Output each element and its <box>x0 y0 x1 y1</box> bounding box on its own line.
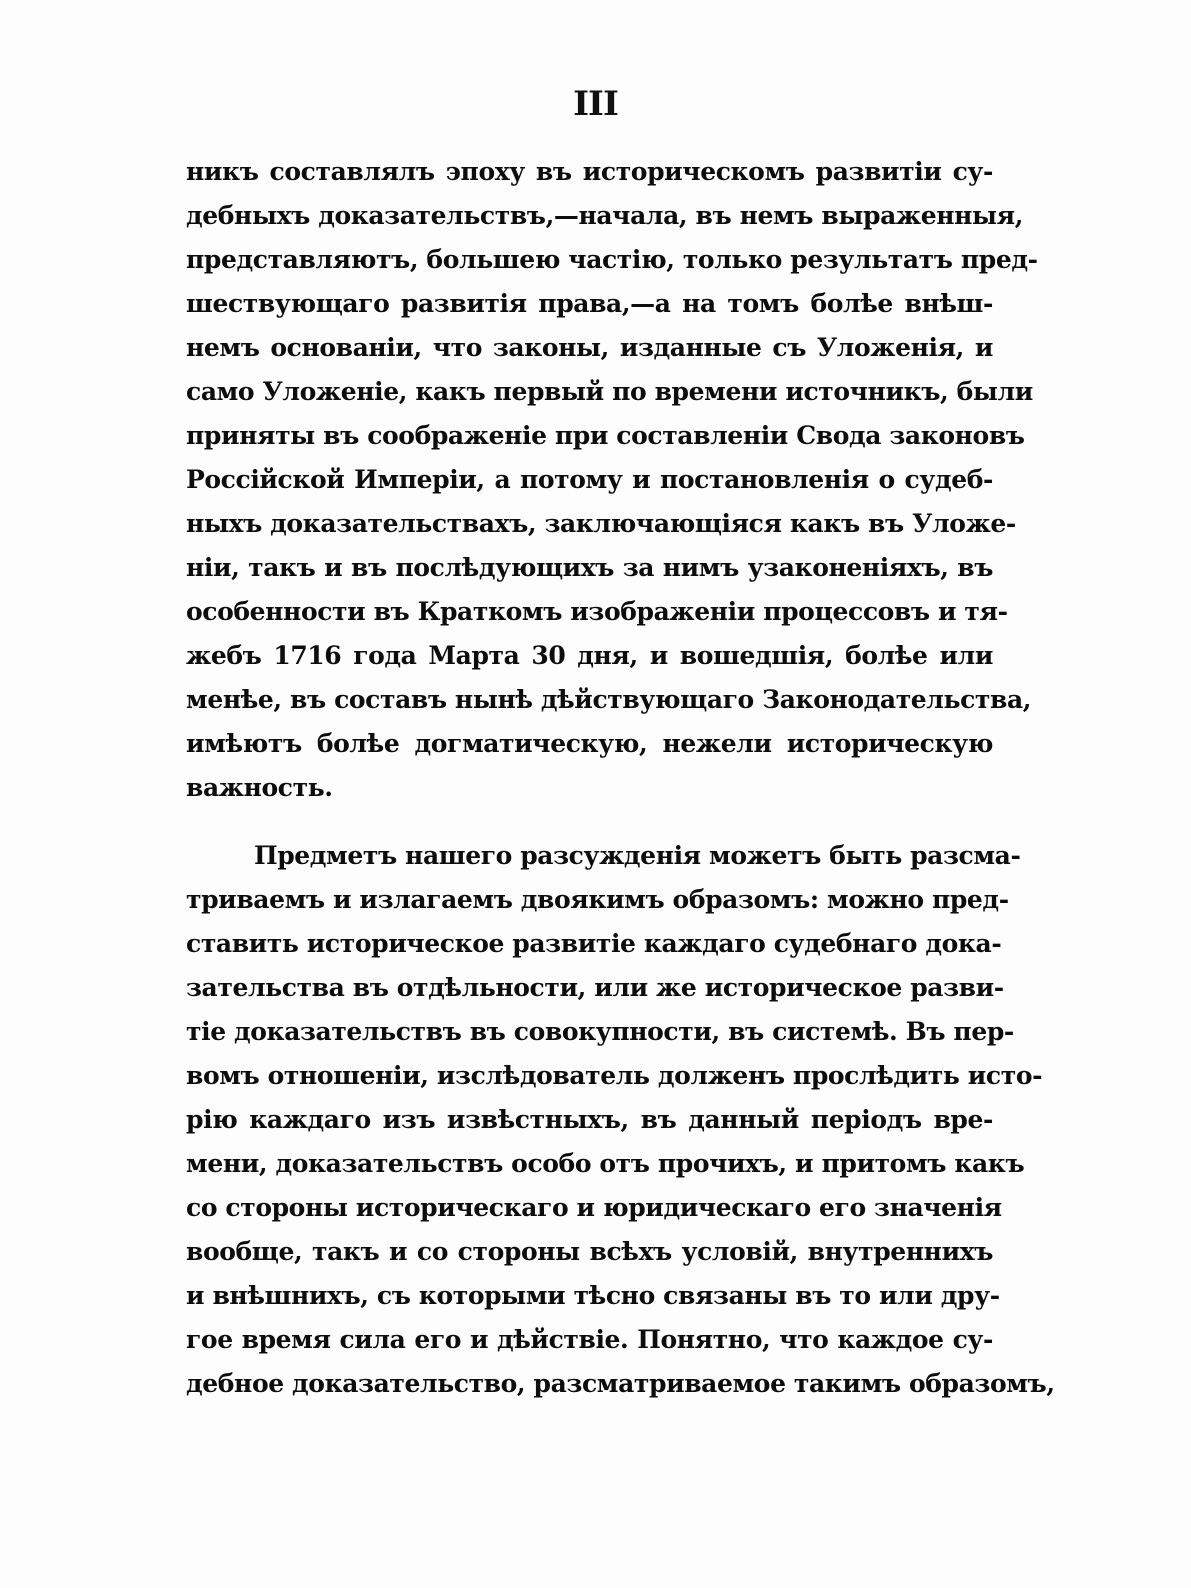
text-line: мени, доказательствъ особо отъ прочихъ, и притомъ какъ <box>186 1149 1025 1178</box>
text-line: менѣе, въ составъ нынѣ дѣйствующаго Законодательства, <box>186 685 1032 714</box>
text-line: тiе доказательствъ въ совокупности, въ системѣ. Въ пер- <box>186 1017 1014 1046</box>
text-line: триваемъ и излагаемъ двоякимъ образомъ: можно пред- <box>186 885 1009 914</box>
text-line: жебъ 1716 года Марта 30 дня, и вошедшiя, болѣе или <box>186 641 993 670</box>
text-line: дебное доказательство, разсматриваемое такимъ образомъ, <box>186 1369 1055 1398</box>
text-line: Предметъ нашего разсужденiя можетъ быть разсма- <box>254 841 1021 870</box>
text-line: рiю каждаго изъ извѣстныхъ, въ данный перiодъ вре- <box>186 1105 993 1134</box>
text-line: особенности въ Краткомъ изображенiи процессовъ и тя- <box>186 597 1008 626</box>
text-line: ставить историческое развитiе каждаго судебнаго дока- <box>186 929 1002 958</box>
text-line: нiи, такъ и въ послѣдующихъ за нимъ узаконенiяхъ, въ <box>186 553 993 582</box>
text-line: Россiйской Имперiи, а потому и постановленiя о судеб- <box>186 465 993 494</box>
text-line: представляютъ, большею частiю, только результатъ пред- <box>186 245 1038 274</box>
text-line: гое время сила его и дѣйствiе. Понятно, что каждое су- <box>186 1325 993 1354</box>
page-number: III <box>573 84 618 124</box>
text-line: дебныхъ доказательствъ,—начала, въ немъ выраженныя, <box>186 201 1024 230</box>
text-line: вомъ отношенiи, изслѣдователь долженъ прослѣдить исто- <box>186 1061 1043 1090</box>
paragraph-2 <box>186 834 1055 1406</box>
text-line: немъ основанiи, что законы, изданные съ Уложенiя, и <box>186 333 993 362</box>
text-line: шествующаго развитiя права,—а на томъ болѣе внѣш- <box>186 289 993 318</box>
text-line: само Уложенiе, какъ первый по времени источникъ, были <box>186 377 1033 406</box>
text-line: зательства въ отдѣльности, или же историческое разви- <box>186 973 1004 1002</box>
text-line: приняты въ соображенiе при составленiи Свода законовъ <box>186 421 1025 450</box>
text-line: вообще, такъ и со стороны всѣхъ условiй, внутреннихъ <box>186 1237 993 1266</box>
text-line: никъ составлялъ эпоху въ историческомъ развитiи су- <box>186 157 993 186</box>
text-line: со стороны историческаго и юридическаго его значенiя <box>186 1193 1002 1222</box>
text-line: важность. <box>186 773 333 802</box>
paragraph-1 <box>186 150 1038 810</box>
text-line: имѣютъ болѣе догматическую, нежели историческую <box>186 729 993 758</box>
text-line: и внѣшнихъ, съ которыми тѣсно связаны въ то или дру- <box>186 1281 1000 1310</box>
text-line: ныхъ доказательствахъ, заключающiяся какъ въ Уложе- <box>186 509 1016 538</box>
